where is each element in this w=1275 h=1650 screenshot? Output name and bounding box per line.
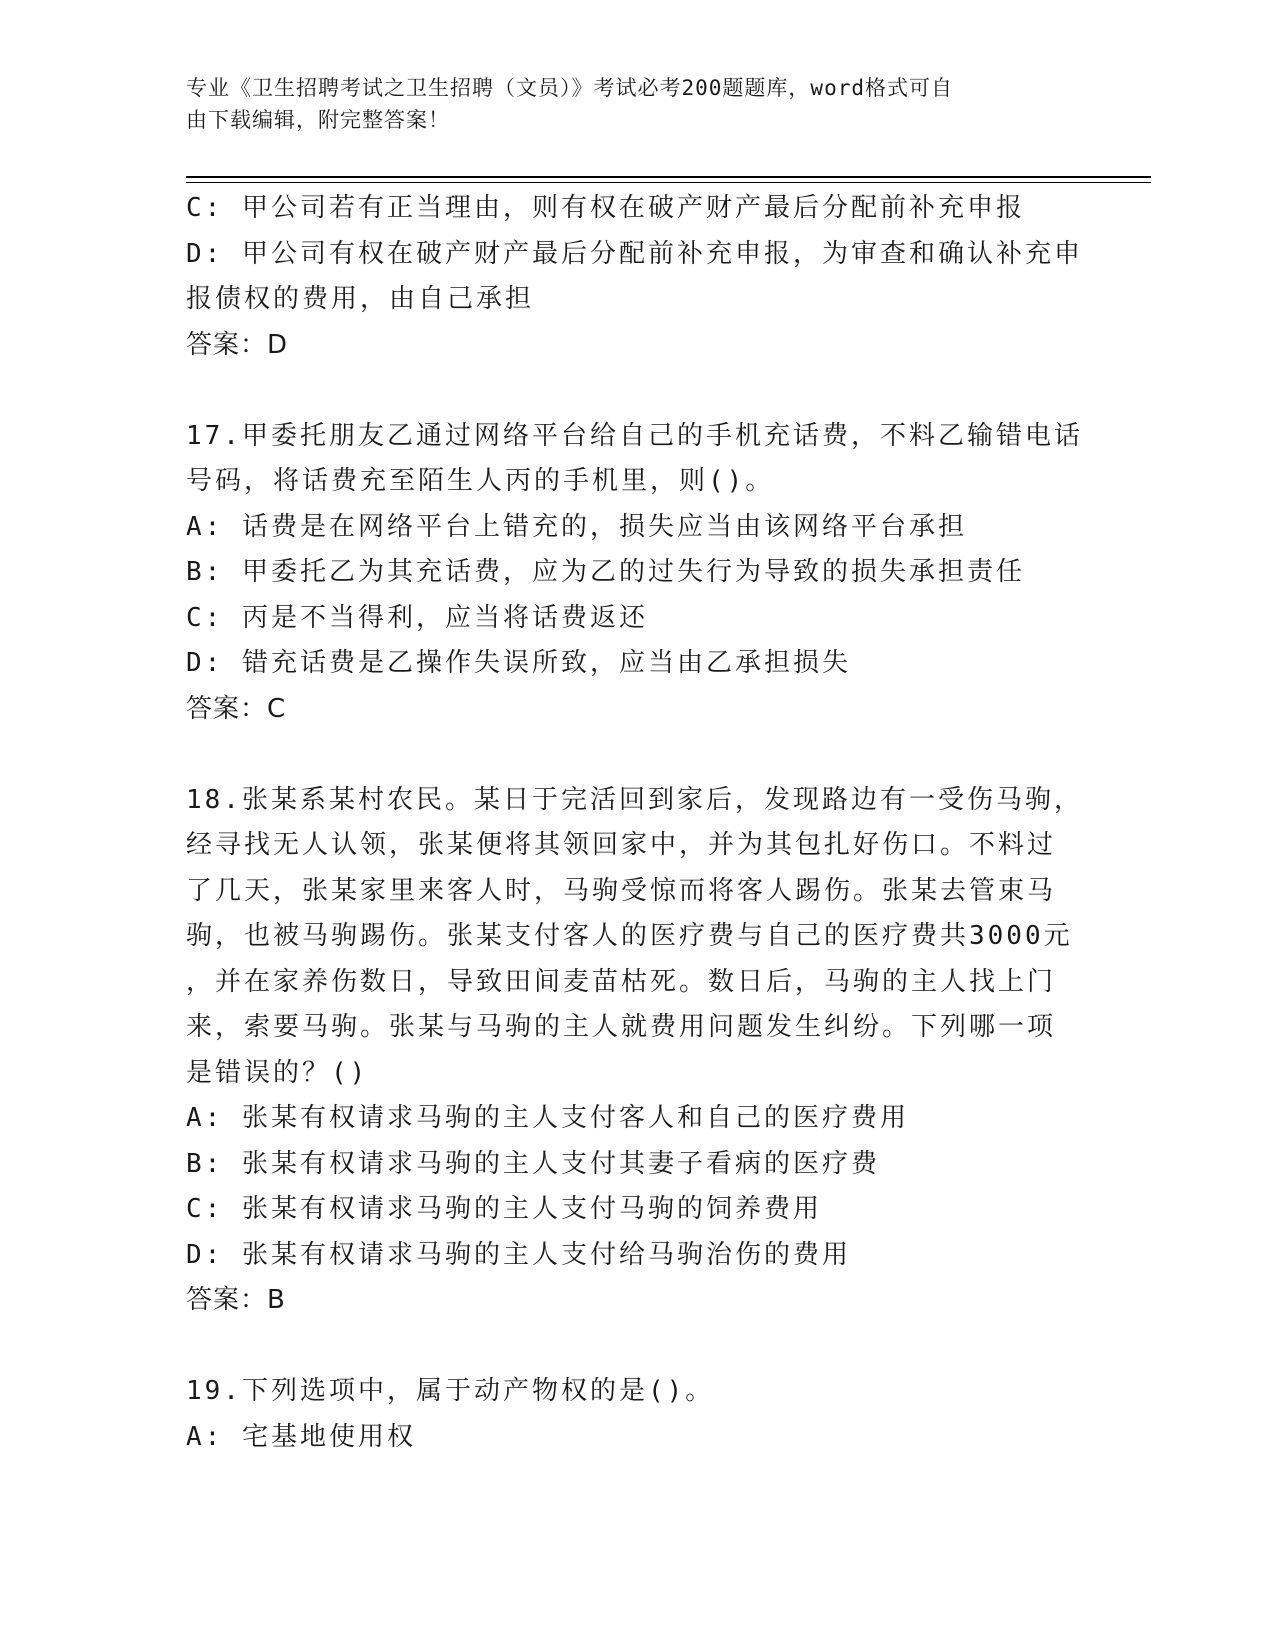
spacer [186,1324,1086,1370]
question-stem-continued: 来，索要马驹。张某与马驹的主人就费用问题发生纠纷。下列哪一项 [186,1012,1057,1042]
option-c: C: 甲公司若有正当理由，则有权在破产财产最后分配前补充申报 [186,193,1025,223]
answer-label: 答案：B [186,1285,286,1315]
option-c: C: 张某有权请求马驹的主人支付马驹的饲养费用 [186,1194,822,1224]
option-d: D: 甲公司有权在破产财产最后分配前补充申报，为审查和确认补充申 [186,238,1083,269]
option-d: D: 张某有权请求马驹的主人支付给马驹治伤的费用 [186,1239,851,1270]
question-stem-continued: 驹，也被马驹踢伤。张某支付客人的医疗费与自己的医疗费共3000元 [186,921,1073,951]
spacer [186,368,1086,414]
question-stem-continued: ，并在家养伤数日，导致田间麦苗枯死。数日后，马驹的主人找上门 [186,966,1057,997]
option-a: A: 张某有权请求马驹的主人支付客人和自己的医疗费用 [186,1103,909,1133]
question-18 [186,778,1086,1324]
question-stem-continued: 号码，将话费充至陌生人丙的手机里，则()。 [186,466,775,496]
header-divider-thick [186,176,1151,178]
option-a: A: 宅基地使用权 [186,1421,416,1452]
answer-label: 答案：C [186,693,287,724]
question-stem-continued: 是错误的？() [186,1057,369,1088]
question-stem: 18.张某系某村农民。某日于完活回到家后，发现路边有一受伤马驹， [186,784,1083,815]
header-line-2: 由下载编辑，附完整答案！ [186,108,450,132]
option-d-continued: 报债权的费用，由自己承担 [186,284,535,314]
question-stem: 19.下列选项中，属于动产物权的是()。 [186,1376,715,1406]
option-a: A: 话费是在网络平台上错充的，损失应当由该网络平台承担 [186,511,967,542]
question-stem-continued: 经寻找无人认领，张某便将其领回家中，并为其包扎好伤口。不料过 [186,830,1057,860]
option-c: C: 丙是不当得利，应当将话费返还 [186,602,648,633]
option-b: B: 张某有权请求马驹的主人支付其妻子看病的医疗费 [186,1148,880,1179]
spacer [186,732,1086,778]
header-divider-thin [186,182,1151,183]
answer-label: 答案：D [186,329,289,360]
question-stem-continued: 了几天，张某家里来客人时，马驹受惊而将客人踢伤。张某去管束马 [186,875,1057,906]
option-d: D: 错充话费是乙操作失误所致，应当由乙承担损失 [186,648,851,678]
question-16-tail [186,186,1086,368]
document-header [186,72,1066,136]
option-b: B: 甲委托乙为其充话费，应为乙的过失行为导致的损失承担责任 [186,557,1025,587]
header-line-1: 专业《卫生招聘考试之卫生招聘（文员）》考试必考200题题库，word格式可自 [186,76,953,100]
question-19 [186,1369,1086,1460]
question-17 [186,414,1086,733]
document-body [186,186,1086,1460]
question-stem: 17.甲委托朋友乙通过网络平台给自己的手机充话费，不料乙输错电话 [186,420,1083,451]
